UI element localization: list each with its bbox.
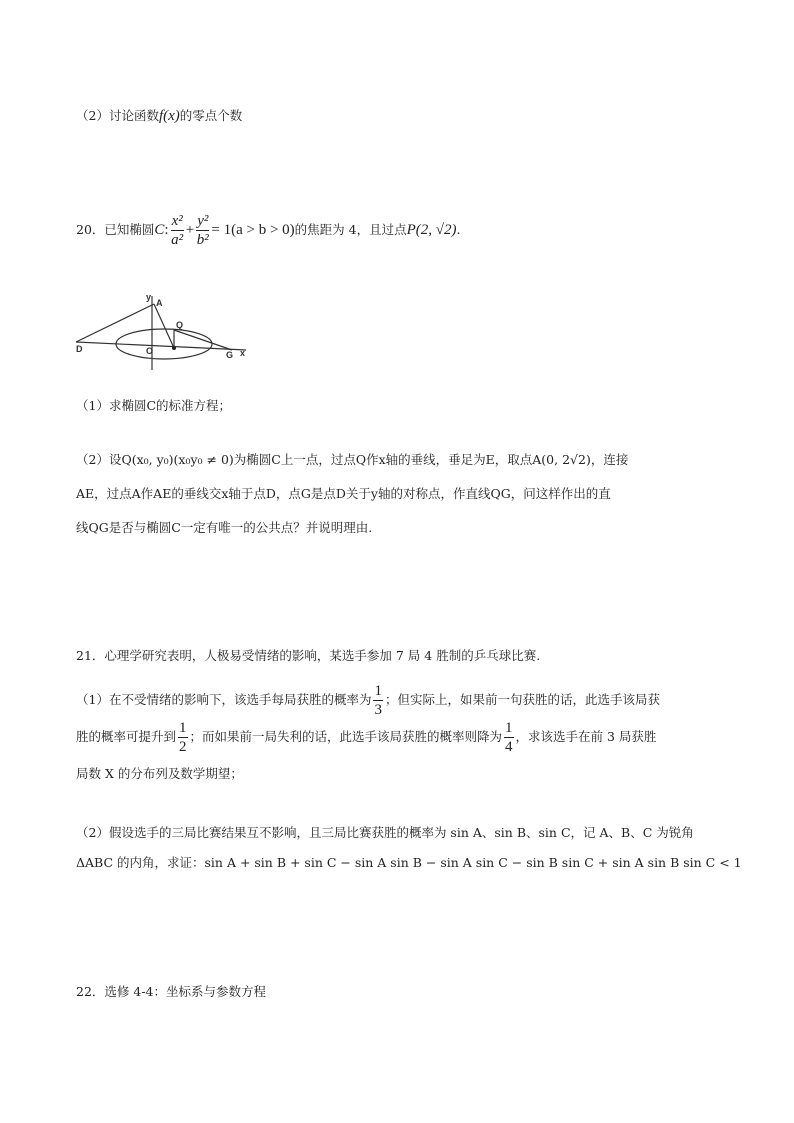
- frac-1-2: $\frac{1}{2}$: [179, 720, 187, 755]
- q19-part2: （2）讨论函数f(x)的零点个数: [76, 108, 243, 124]
- label-O: O: [146, 346, 154, 356]
- label-D: D: [76, 344, 83, 354]
- line-DA: [76, 304, 154, 342]
- label-G: G: [226, 350, 234, 360]
- q22-heading: 22．选修 4-4：坐标系与参数方程: [76, 984, 267, 999]
- label-Q: Q: [176, 320, 184, 330]
- frac-1-3: $\frac{1}{3}$: [374, 683, 382, 718]
- q20-part1: （1）求椭圆C的标准方程；: [76, 398, 232, 413]
- q21-part2: （2）假设选手的三局比赛结果互不影响，且三局比赛获胜的概率为 sin A、sin B、sin C，记 A、B、C 为锐角 ΔABC 的内角，求证：sin A + sin B + sin C − sin A sin B − sin A sin C − sin B sin C + sin A sin B sin C < 1: [76, 825, 742, 870]
- q21-intro: 21．心理学研究表明，人极易受情绪的影响，某选手参加 7 局 4 胜制的乒乓球比赛.: [76, 648, 541, 663]
- line-AE: [154, 304, 174, 348]
- frac-y2-b2: $\frac{\text{y²}}{\text{b²}}$: [196, 213, 209, 248]
- label-x: x: [240, 348, 246, 358]
- label-y: y: [146, 292, 152, 302]
- q20-statement: 20．已知椭圆C: $\frac{\text{x²}}{\text{a²}}$ + $\frac{\text{y²}}{\text{b²}}$ = 1(a > b > 0)的焦距为 4，且过点P(2, √2).: [76, 213, 461, 248]
- q20-part2: （2）设Q(x₀, y₀)(x₀y₀ ≠ 0)为椭圆C上一点，过点Q作x轴的垂线，垂足为E，取点A(0, 2√2)，连接 AE，过点A作AE的垂线交x轴于点D，点G是点D关于y轴的对称点，作直线QG，问这样作出的直 线QG是否与椭圆C一定有唯一的公共点？并说明理由.: [76, 452, 629, 535]
- label-A: A: [156, 298, 163, 308]
- frac-1-4: $\frac{1}{4}$: [505, 720, 513, 755]
- q21-part1: （1）在不受情绪的影响下，该选手每局获胜的概率为 $\frac{1}{3}$ ；但实际上，如果前一句获胜的话，此选手该局获 胜的概率可提升到 $\frac{1}{2}$ ；而如果前一局失利的话，此选手该局获胜的概率则降为 $\frac{1}{4}$ ，求该选手在前 3 局获胜 局数 X 的分布列及数学期望；: [76, 683, 660, 781]
- frac-x2-a2: $\frac{\text{x²}}{\text{a²}}$: [171, 213, 184, 248]
- q19-fx: f(x): [158, 108, 180, 124]
- ellipse-figure: [74, 290, 254, 370]
